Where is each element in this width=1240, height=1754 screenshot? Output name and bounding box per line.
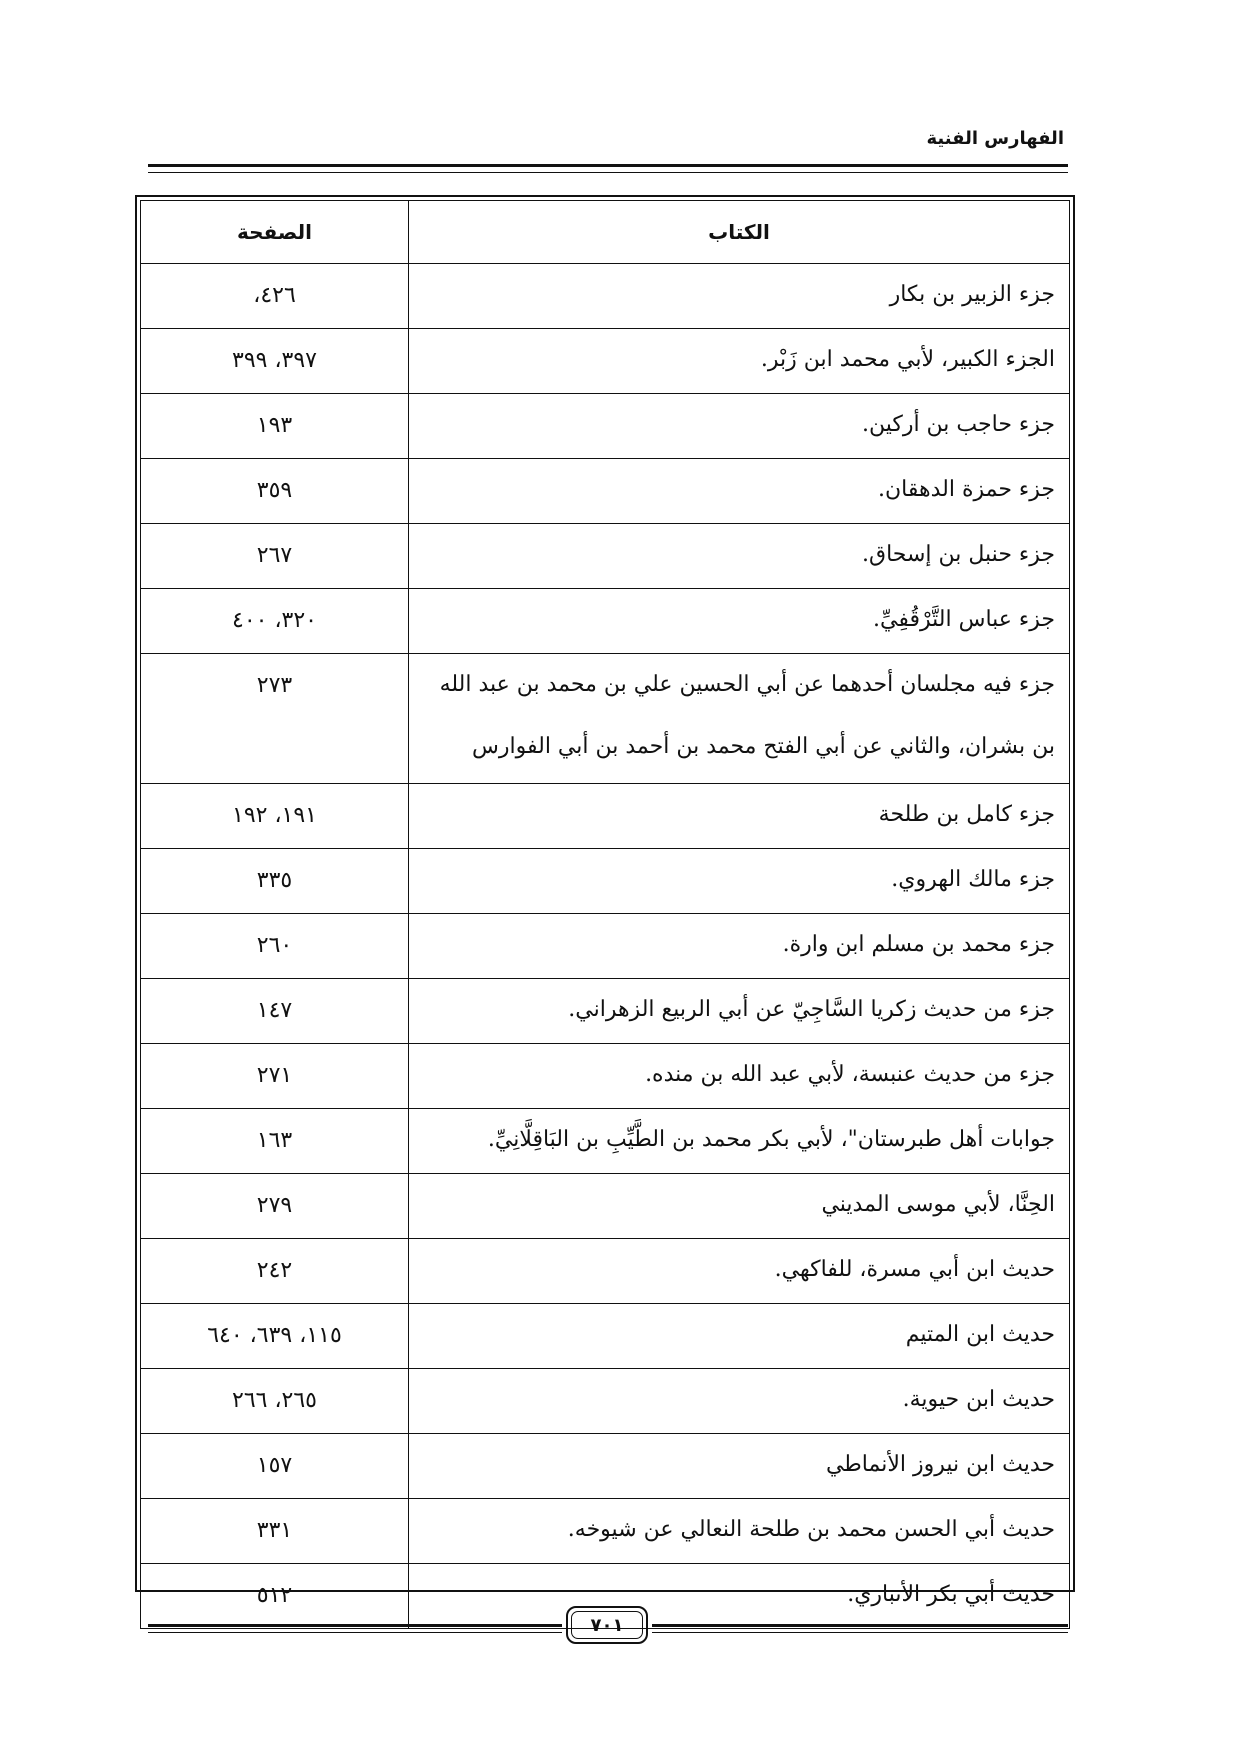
page-refs: ٣٢٠، ٤٠٠ xyxy=(141,589,409,654)
page-refs: ٣٩٧، ٣٩٩ xyxy=(141,329,409,394)
book-title: جزء حمزة الدهقان. xyxy=(409,459,1070,524)
table-header-row xyxy=(141,201,1070,264)
book-title: حديث أبي الحسن محمد بن طلحة النعالي عن شيوخه. xyxy=(409,1499,1070,1564)
page-refs: ١٩١، ١٩٢ xyxy=(141,784,409,849)
page-refs: ٢٧١ xyxy=(141,1044,409,1109)
running-title: الفهارس الفنية xyxy=(926,128,1064,149)
table-row xyxy=(141,1174,1070,1239)
page-refs: ٢٤٢ xyxy=(141,1239,409,1304)
page-refs: ٢٦٧ xyxy=(141,524,409,589)
table-row xyxy=(141,524,1070,589)
book-title: الجزء الكبير، لأبي محمد ابن زَبْر. xyxy=(409,329,1070,394)
page-number-frame xyxy=(566,1606,648,1644)
book-title: جزء حنبل بن إسحاق. xyxy=(409,524,1070,589)
footer-rule-left xyxy=(148,1624,562,1633)
books-index-table xyxy=(140,200,1070,1629)
page-refs: ٢٧٩ xyxy=(141,1174,409,1239)
table-row xyxy=(141,589,1070,654)
table-row xyxy=(141,1239,1070,1304)
page-refs: ١٥٧ xyxy=(141,1434,409,1499)
page-refs: ٣٣١ xyxy=(141,1499,409,1564)
footer-rule-right xyxy=(652,1624,1068,1633)
page-number: ٧٠١ xyxy=(590,1614,624,1636)
table-row xyxy=(141,1109,1070,1174)
page-refs: ٣٥٩ xyxy=(141,459,409,524)
book-title: جزء من حديث زكريا السَّاجِيّ عن أبي الربيع الزهراني. xyxy=(409,979,1070,1044)
page-refs: ١٤٧ xyxy=(141,979,409,1044)
book-title: جزء كامل بن طلحة xyxy=(409,784,1070,849)
page-refs: ٢٦٥، ٢٦٦ xyxy=(141,1369,409,1434)
table-row xyxy=(141,1499,1070,1564)
table-row xyxy=(141,264,1070,329)
book-title: جزء من حديث عنبسة، لأبي عبد الله بن منده. xyxy=(409,1044,1070,1109)
table-row xyxy=(141,914,1070,979)
table-row xyxy=(141,784,1070,849)
index-table-frame xyxy=(135,195,1075,1608)
page-refs: ١٩٣ xyxy=(141,394,409,459)
book-title: جزء محمد بن مسلم ابن وارة. xyxy=(409,914,1070,979)
table-row xyxy=(141,979,1070,1044)
table-row xyxy=(141,1044,1070,1109)
page-refs: ١١٥، ٦٣٩، ٦٤٠ xyxy=(141,1304,409,1369)
header-rule xyxy=(148,164,1068,173)
book-title: حديث ابن أبي مسرة، للفاكهي. xyxy=(409,1239,1070,1304)
column-header-book: الكتاب xyxy=(409,201,1070,264)
table-row xyxy=(141,1434,1070,1499)
table-row xyxy=(141,329,1070,394)
table-row xyxy=(141,849,1070,914)
book-title: جزء حاجب بن أركين. xyxy=(409,394,1070,459)
column-header-page: الصفحة xyxy=(141,201,409,264)
book-title: حديث ابن نيروز الأنماطي xyxy=(409,1434,1070,1499)
page-refs: ١٦٣ xyxy=(141,1109,409,1174)
book-title: حديث أبي بكر الأنباري. xyxy=(409,1564,1070,1629)
page-refs: ٥١٢ xyxy=(141,1564,409,1629)
book-title: حديث ابن حيوية. xyxy=(409,1369,1070,1434)
table-row xyxy=(141,1304,1070,1369)
book-title: جزء فيه مجلسان أحدهما عن أبي الحسين علي بن محمد بن عبد الله بن بشران، والثاني عن أبي الفتح محمد بن أحمد بن أبي الفوارس xyxy=(409,654,1070,784)
book-title: الحِنَّا، لأبي موسى المديني xyxy=(409,1174,1070,1239)
table-row xyxy=(141,459,1070,524)
page-refs: ٤٢٦، xyxy=(141,264,409,329)
book-title: حديث ابن المتيم xyxy=(409,1304,1070,1369)
book-title: جزء الزبير بن بكار xyxy=(409,264,1070,329)
table-row xyxy=(141,1369,1070,1434)
book-title: جوابات أهل طبرستان"، لأبي بكر محمد بن الطَّيِّبِ بن البَاقِلَّانِيِّ. xyxy=(409,1109,1070,1174)
page-refs: ٣٣٥ xyxy=(141,849,409,914)
book-title: جزء عباس التَّرْقُفِيِّ. xyxy=(409,589,1070,654)
table-row xyxy=(141,394,1070,459)
page-refs: ٢٦٠ xyxy=(141,914,409,979)
book-title: جزء مالك الهروي. xyxy=(409,849,1070,914)
page-refs: ٢٧٣ xyxy=(141,654,409,784)
table-row xyxy=(141,654,1070,784)
